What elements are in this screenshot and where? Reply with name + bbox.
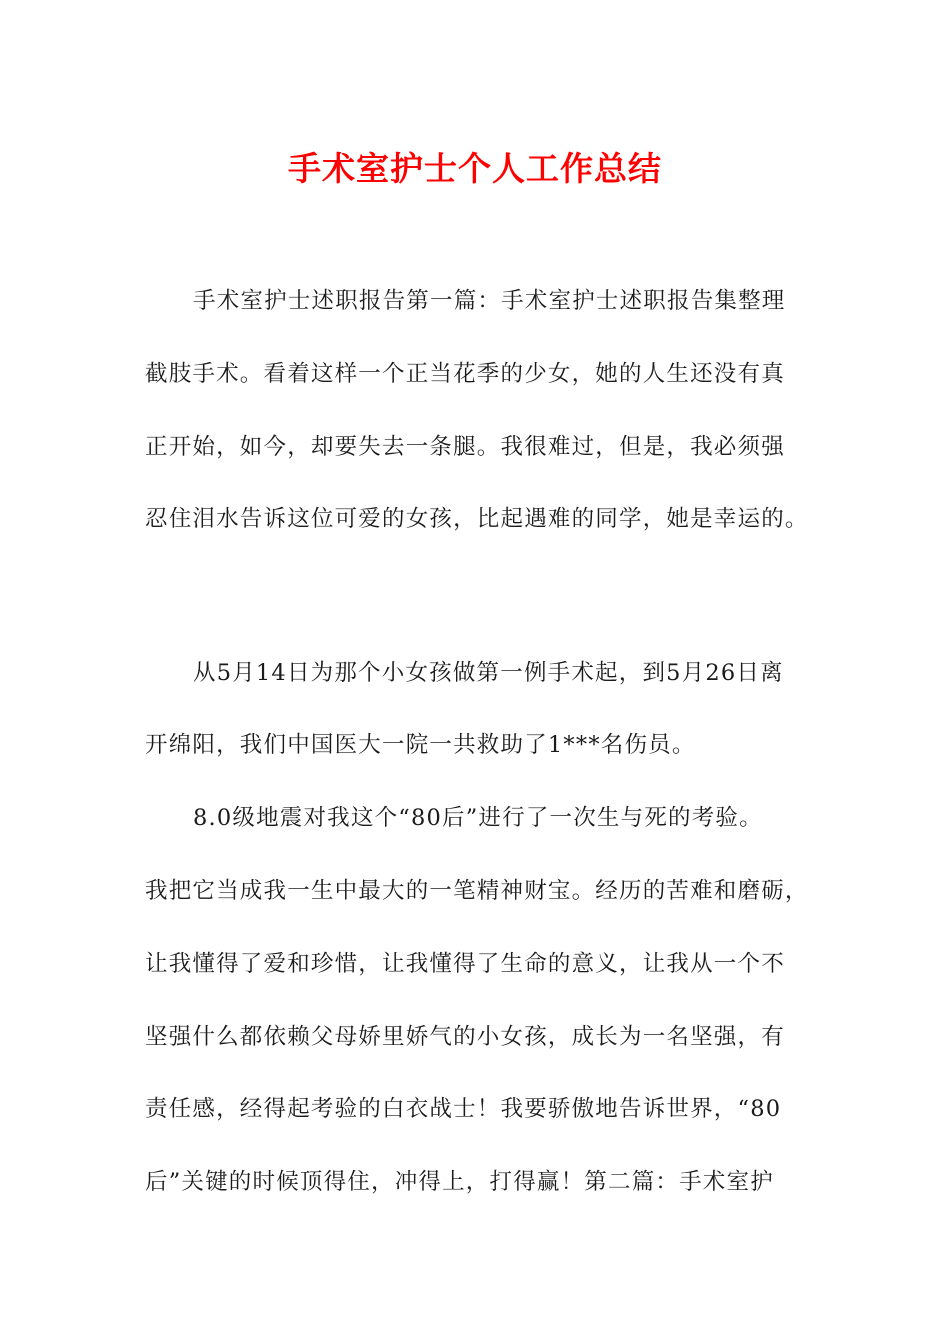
paragraph-line: 手术室护士述职报告第一篇：手术室护士述职报告集整理 <box>193 288 786 314</box>
paragraph-line: 坚强什么都依赖父母娇里娇气的小女孩，成长为一名坚强，有 <box>145 1024 785 1050</box>
paragraph-line: 开绵阳，我们中国医大一院一共救助了1***名伤员。 <box>145 732 696 758</box>
paragraph-line: 我把它当成我一生中最大的一笔精神财宝。经历的苦难和磨砺， <box>145 878 809 904</box>
paragraph-line: 正开始，如今，却要失去一条腿。我很难过，但是，我必须强 <box>145 434 785 460</box>
paragraph-line: 忍住泪水告诉这位可爱的女孩，比起遇难的同学，她是幸运的。 <box>145 506 809 532</box>
paragraph-line: 截肢手术。看着这样一个正当花季的少女，她的人生还没有真 <box>145 361 785 387</box>
paragraph-line: 让我懂得了爱和珍惜，让我懂得了生命的意义，让我从一个不 <box>145 951 785 977</box>
paragraph-line: 8.0级地震对我这个“80后”进行了一次生与死的考验。 <box>193 805 763 831</box>
paragraph-line: 后”关键的时候顶得住，冲得上，打得赢！第二篇：手术室护 <box>145 1169 774 1195</box>
paragraph-line: 责任感，经得起考验的白衣战士！我要骄傲地告诉世界，“80 <box>145 1096 782 1122</box>
document-title: 手术室护士个人工作总结 <box>288 149 662 188</box>
paragraph-line: 从5月14日为那个小女孩做第一例手术起，到5月26日离 <box>193 660 784 686</box>
